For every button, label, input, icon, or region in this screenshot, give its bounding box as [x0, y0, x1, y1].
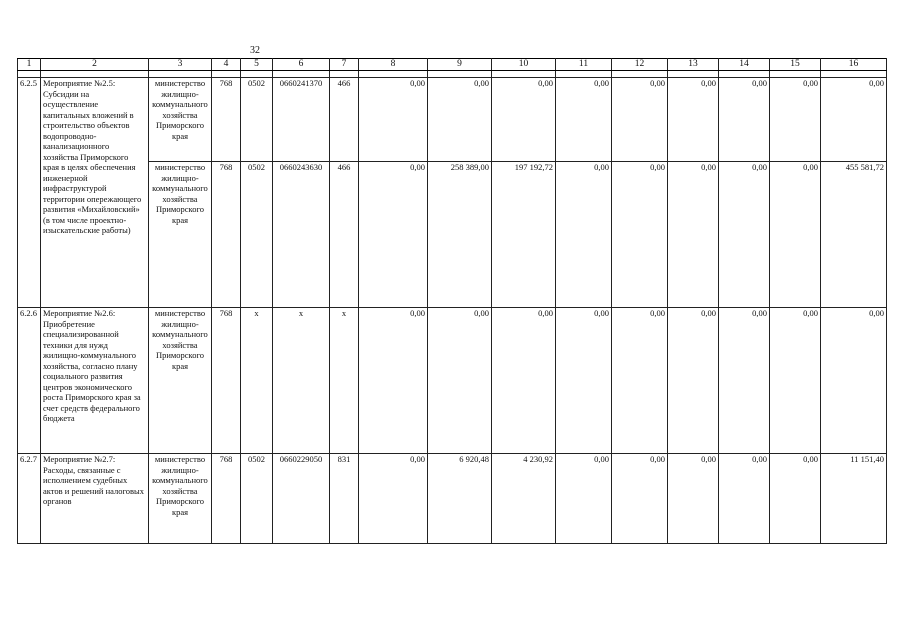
- table-row: [18, 162, 887, 308]
- spacer-cell: [556, 71, 612, 78]
- value-cell: 0,00: [770, 308, 821, 454]
- value-cell: 0,00: [612, 162, 668, 308]
- value-cell: 0,00: [719, 308, 770, 454]
- spacer-cell: [492, 71, 556, 78]
- code-grbs: 768: [212, 454, 241, 544]
- code-vr: 466: [330, 78, 359, 162]
- spacer-cell: [41, 71, 149, 78]
- executor-org: министерство жилищно-коммунального хозяйства Приморского края: [149, 454, 212, 544]
- value-cell: 0,00: [612, 454, 668, 544]
- value-cell: 455 581,72: [821, 162, 887, 308]
- value-cell: 0,00: [556, 162, 612, 308]
- value-cell: 0,00: [770, 454, 821, 544]
- header-cell-2: 2: [41, 59, 149, 71]
- row-code: 6.2.6: [18, 308, 41, 454]
- value-cell: 0,00: [770, 162, 821, 308]
- value-cell: 0,00: [719, 454, 770, 544]
- value-cell: 0,00: [668, 308, 719, 454]
- value-cell: 0,00: [556, 78, 612, 162]
- spacer-cell: [241, 71, 273, 78]
- header-cell-16: 16: [821, 59, 887, 71]
- spacer-cell: [821, 71, 887, 78]
- code-rzpr: x: [241, 308, 273, 454]
- header-cell-7: 7: [330, 59, 359, 71]
- value-cell: 0,00: [668, 78, 719, 162]
- value-cell: 4 230,92: [492, 454, 556, 544]
- header-row: [18, 59, 887, 71]
- header-cell-11: 11: [556, 59, 612, 71]
- spacer-cell: [149, 71, 212, 78]
- table-row: [18, 78, 887, 162]
- value-cell: 0,00: [719, 162, 770, 308]
- spacer-cell: [612, 71, 668, 78]
- code-rzpr: 0502: [241, 162, 273, 308]
- event-name: Мероприятие №2.7: Расходы, связанные с исполнением судебных актов и решений налоговых органов: [41, 454, 149, 544]
- value-cell: 0,00: [556, 308, 612, 454]
- value-cell: 197 192,72: [492, 162, 556, 308]
- code-grbs: 768: [212, 308, 241, 454]
- header-cell-8: 8: [359, 59, 428, 71]
- code-csr: x: [273, 308, 330, 454]
- spacer-row: [18, 71, 887, 78]
- value-cell: 0,00: [492, 308, 556, 454]
- header-cell-15: 15: [770, 59, 821, 71]
- header-cell-12: 12: [612, 59, 668, 71]
- value-cell: 0,00: [770, 78, 821, 162]
- table-row: [18, 454, 887, 544]
- row-code: 6.2.7: [18, 454, 41, 544]
- value-cell: 0,00: [359, 308, 428, 454]
- spacer-cell: [770, 71, 821, 78]
- value-cell: 0,00: [668, 162, 719, 308]
- value-cell: 0,00: [359, 162, 428, 308]
- value-cell: 6 920,48: [428, 454, 492, 544]
- value-cell: 0,00: [492, 78, 556, 162]
- value-cell: 0,00: [821, 308, 887, 454]
- value-cell: 0,00: [719, 78, 770, 162]
- code-rzpr: 0502: [241, 78, 273, 162]
- value-cell: 0,00: [612, 308, 668, 454]
- header-cell-4: 4: [212, 59, 241, 71]
- header-cell-6: 6: [273, 59, 330, 71]
- header-cell-13: 13: [668, 59, 719, 71]
- spacer-cell: [668, 71, 719, 78]
- header-cell-3: 3: [149, 59, 212, 71]
- value-cell: 0,00: [359, 454, 428, 544]
- code-vr: 466: [330, 162, 359, 308]
- page-number: 32: [250, 45, 260, 56]
- spacer-cell: [428, 71, 492, 78]
- value-cell: 0,00: [821, 78, 887, 162]
- spacer-cell: [330, 71, 359, 78]
- spacer-cell: [18, 71, 41, 78]
- spacer-cell: [359, 71, 428, 78]
- value-cell: 0,00: [428, 78, 492, 162]
- spacer-cell: [212, 71, 241, 78]
- header-cell-10: 10: [492, 59, 556, 71]
- code-grbs: 768: [212, 162, 241, 308]
- value-cell: 258 389,00: [428, 162, 492, 308]
- executor-org: министерство жилищно-коммунального хозяйства Приморского края: [149, 308, 212, 454]
- executor-org: министерство жилищно-коммунального хозяйства Приморского края: [149, 78, 212, 162]
- row-code: 6.2.5: [18, 78, 41, 308]
- value-cell: 0,00: [612, 78, 668, 162]
- spacer-cell: [719, 71, 770, 78]
- code-csr: 0660243630: [273, 162, 330, 308]
- header-cell-5: 5: [241, 59, 273, 71]
- executor-org: министерство жилищно-коммунального хозяйства Приморского края: [149, 162, 212, 308]
- header-cell-1: 1: [18, 59, 41, 71]
- header-cell-14: 14: [719, 59, 770, 71]
- value-cell: 11 151,40: [821, 454, 887, 544]
- code-vr: x: [330, 308, 359, 454]
- code-rzpr: 0502: [241, 454, 273, 544]
- value-cell: 0,00: [428, 308, 492, 454]
- table-row: [18, 308, 887, 454]
- event-name: Мероприятие №2.6: Приобретение специализированной техники для нужд жилищно-коммунального хозяйства, согласно плану социального развития центров экономического роста Приморского края за счет средств федерального бюджета: [41, 308, 149, 454]
- spacer-cell: [273, 71, 330, 78]
- code-vr: 831: [330, 454, 359, 544]
- value-cell: 0,00: [359, 78, 428, 162]
- event-name: Мероприятие №2.5: Субсидии на осуществление капитальных вложений в строительство объектов водопроводно-канализационного хозяйства Приморского края в целях обеспечения инженерной инфраструктурой территории опережающего развития «Михайловский» (в том числе проектно-изыскательские работы): [41, 78, 149, 308]
- code-csr: 0660241370: [273, 78, 330, 162]
- header-cell-9: 9: [428, 59, 492, 71]
- budget-table: [17, 58, 887, 544]
- value-cell: 0,00: [556, 454, 612, 544]
- value-cell: 0,00: [668, 454, 719, 544]
- code-grbs: 768: [212, 78, 241, 162]
- code-csr: 0660229050: [273, 454, 330, 544]
